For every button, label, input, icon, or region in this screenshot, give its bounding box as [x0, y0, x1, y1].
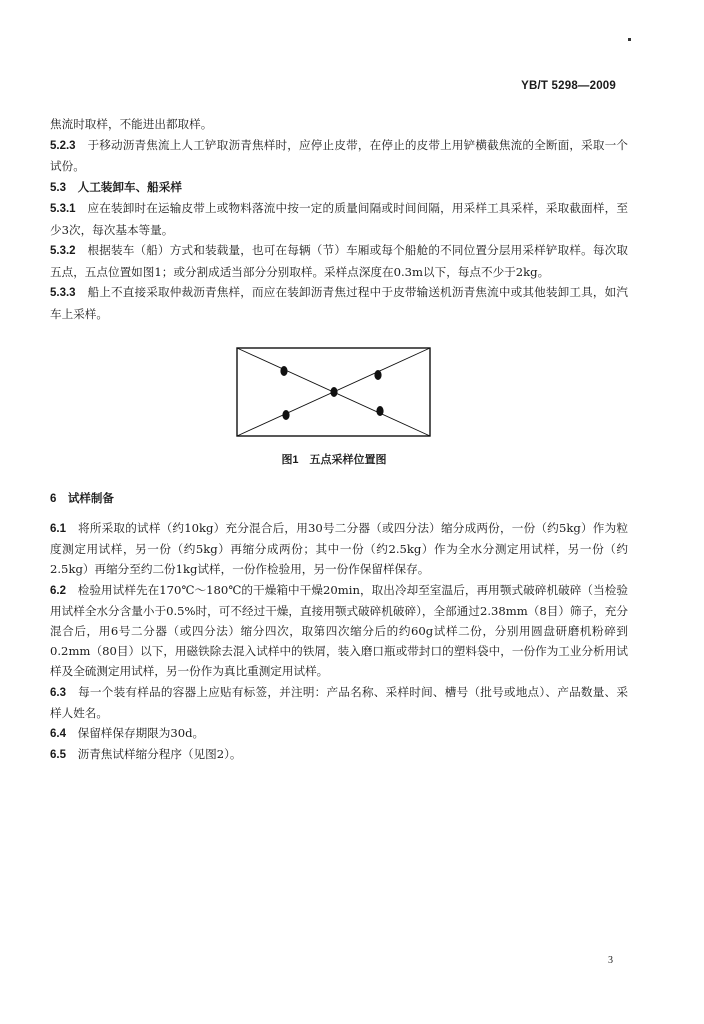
figure-caption: 图1 五点采样位置图 [281, 454, 387, 466]
clause-number: 5.2.3 [50, 139, 76, 152]
figure-drawing [236, 347, 431, 437]
clause-number: 6.1 [50, 523, 66, 535]
clause-number: 6.5 [50, 749, 66, 762]
paragraph-6-1: 6.1 将所采取的试样（约10kg）充分混合后，用30号二分器（或四分法）缩分成两份，一份（约5kg）作为粒度测定用试样，另一份（约5kg）再缩分成两份；其中一份（约2.5kg）作为全水分测定用试样，另一份（约2.5kg）再缩分至约二份1kg试样，一份作检验用，另一份作保留样保存。 [50, 521, 628, 577]
page-number: 3 [608, 955, 613, 966]
section-6 [50, 490, 628, 765]
clause-number: 6.2 [50, 584, 66, 597]
heading-5-3: 5.3 人工装卸车、船采样 [50, 180, 182, 194]
paragraph: 焦流时取样，不能进出都取样。 [50, 117, 213, 131]
clause-number: 5.3 [50, 181, 66, 194]
paragraph-5-3-3: 5.3.3 船上不直接采取仲裁沥青焦样，而应在装卸沥青焦过程中于皮带输送机沥青焦流中或其他装卸工具，如汽车上采样。 [50, 285, 628, 321]
sampling-point [376, 406, 383, 416]
sampling-point [374, 370, 381, 380]
paragraph-5-3-2: 5.3.2 根据装车（船）方式和装载量，也可在每辆（节）车厢或每个船舱的不同位置分层用采样铲取样。每次取五点，五点位置如图1；或分割成适当部分分别取样。采样点深度在0.3m以下，每点不少于2kg。 [50, 243, 628, 279]
clause-number: 6.4 [50, 728, 66, 741]
paragraph-6-2: 6.2 检验用试样先在170℃～180℃的干燥箱中干燥20min，取出冷却至室温后，再用颚式破碎机破碎（当检验用试样全水分含量小于0.5%时，可不经过干燥，直接用颚式破碎机破碎），全部通过2.38mm（8目）筛子，充分混合后，用6号二分器（或四分法）缩分四次，取第四次缩分后的约60g试样二份，分别用圆盘研磨机粉碎到0.2mm（80目）以下，用磁铁除去混入试样中的铁屑，装入磨口瓶或带封口的塑料袋中，一份作为工业分析用试样及全硫测定用试样，另一份作为真比重测定用试样。 [50, 582, 628, 679]
paragraph-5-3-1: 5.3.1 应在装卸时在运输皮带上或物料落流中按一定的质量间隔或时间间隔，用采样工具采样，采取截面样，至少3次，每次基本等量。 [50, 201, 628, 237]
clause-5-text [50, 114, 628, 324]
paragraph-6-5: 6.5 沥青焦试样缩分程序（见图2）。 [50, 747, 242, 762]
paragraph-6-3: 6.3 每一个装有样品的容器上应贴有标签，并注明：产品名称、采样时间、槽号（批号或地点）、产品数量、采样人姓名。 [50, 684, 628, 720]
five-point-sampling-figure [236, 347, 431, 437]
clause-number: 6.3 [50, 686, 66, 699]
clause-number: 5.3.1 [50, 203, 76, 215]
sampling-point [280, 366, 287, 376]
sampling-point [330, 387, 337, 397]
scan-speck [628, 38, 631, 41]
clause-number: 5.3.2 [50, 245, 76, 257]
standard-code: YB/T 5298—2009 [521, 80, 616, 92]
sampling-point [282, 410, 289, 420]
paragraph-6-4: 6.4 保留样保存期限为30d。 [50, 726, 205, 741]
clause-number: 5.3.3 [50, 287, 76, 299]
section-6-title: 6 试样制备 [50, 493, 114, 505]
paragraph-5-2-3: 5.2.3 于移动沥青焦流上人工铲取沥青焦样时，应停止皮带，在停止的皮带上用铲横截焦流的全断面，采取一个试份。 [50, 137, 628, 173]
